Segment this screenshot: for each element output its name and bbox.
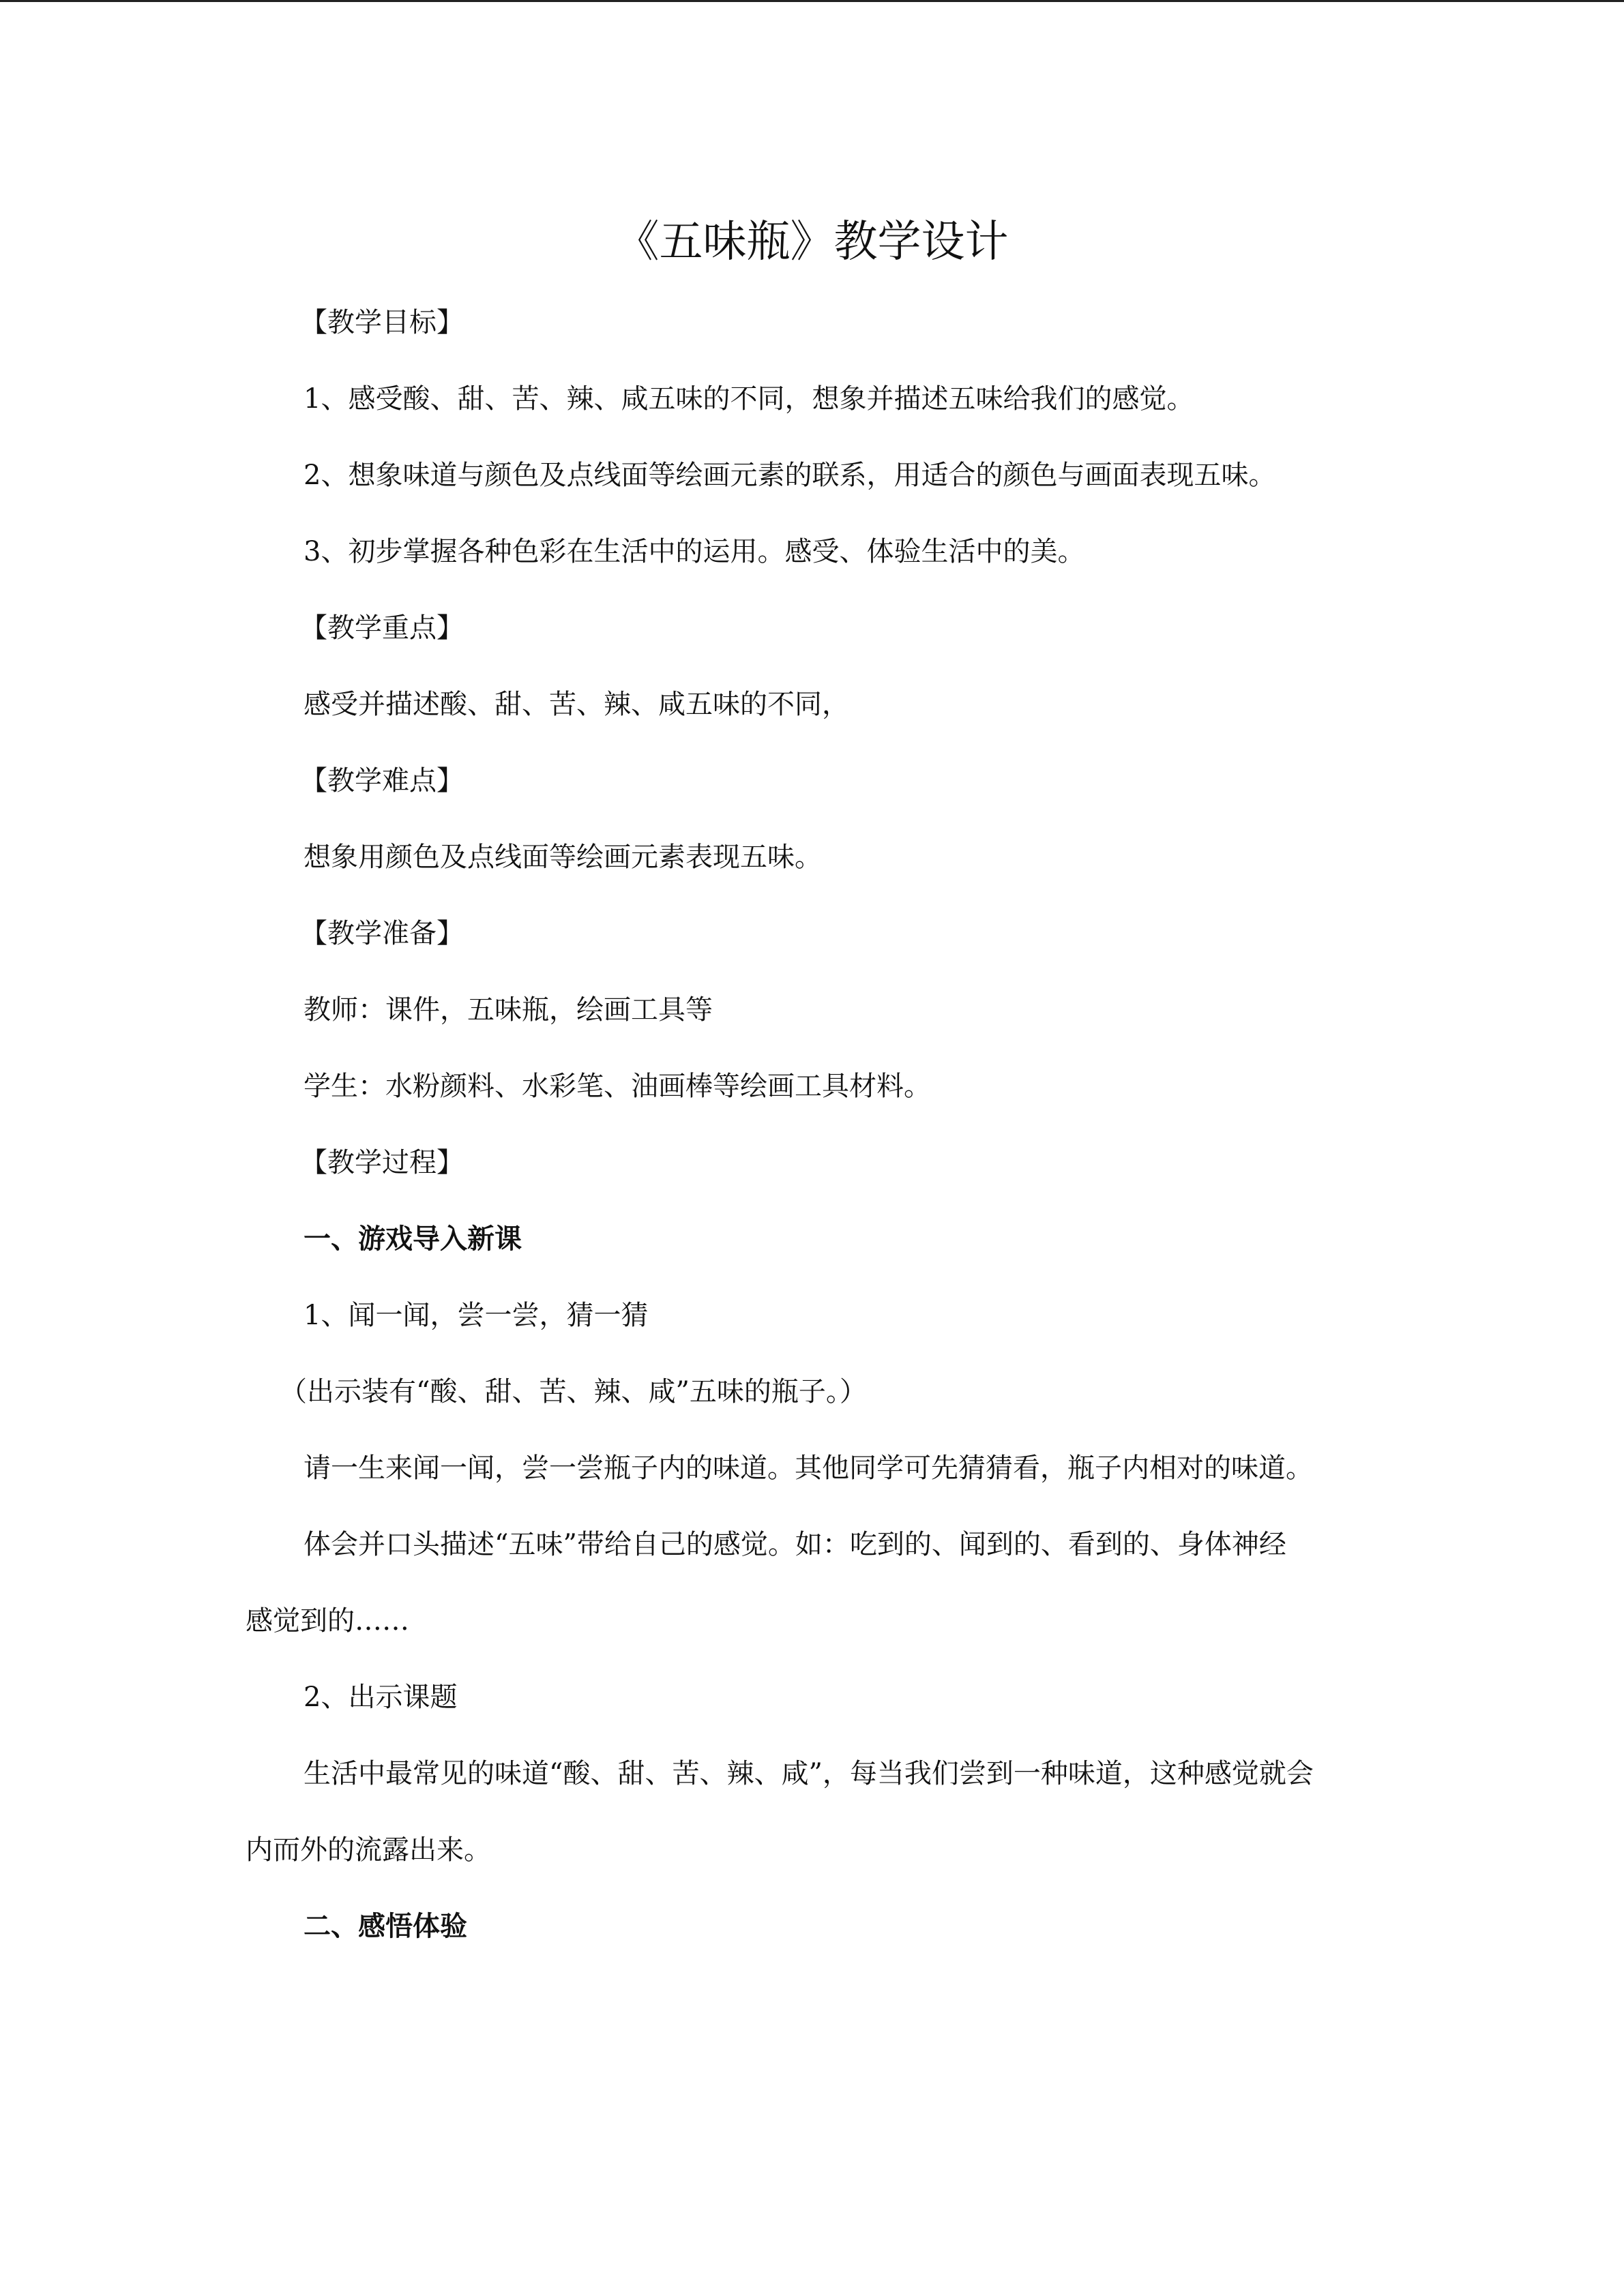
- top-border-line: [0, 0, 1624, 2]
- part1-step1: 1、闻一闻，尝一尝，猜一猜: [304, 1300, 649, 1331]
- part1-step2: 2、出示课题: [304, 1682, 458, 1713]
- part1-step1-paragraph1: 请一生来闻一闻，尝一尝瓶子内的味道。其他同学可先猜猜看，瓶子内相对的味道。: [304, 1452, 1313, 1484]
- difficulty-heading: 【教学难点】: [300, 765, 464, 796]
- part1-step2-paragraph-line2: 内而外的流露出来。: [246, 1834, 491, 1866]
- part1-step1-note: （出示装有“酸、甜、苦、辣、咸”五味的瓶子。）: [280, 1376, 867, 1407]
- part2-heading: 二、感悟体验: [304, 1911, 467, 1942]
- difficulty-text: 想象用颜色及点线面等绘画元素表现五味。: [304, 841, 822, 873]
- preparation-heading: 【教学准备】: [300, 918, 464, 949]
- part1-step1-paragraph2-line2: 感觉到的……: [246, 1605, 409, 1637]
- objectives-heading: 【教学目标】: [300, 307, 464, 338]
- objective-item-1: 1、感受酸、甜、苦、辣、咸五味的不同，想象并描述五味给我们的感觉。: [304, 383, 1194, 415]
- preparation-student: 学生：水粉颜料、水彩笔、油画棒等绘画工具材料。: [304, 1071, 931, 1102]
- document-title: 《五味瓶》教学设计: [615, 217, 1009, 267]
- key-points-text: 感受并描述酸、甜、苦、辣、咸五味的不同，: [304, 689, 849, 720]
- objective-item-3: 3、初步掌握各种色彩在生活中的运用。感受、体验生活中的美。: [304, 536, 1085, 567]
- part1-step2-paragraph-line1: 生活中最常见的味道“酸、甜、苦、辣、咸”，每当我们尝到一种味道，这种感觉就会: [304, 1758, 1314, 1789]
- key-points-heading: 【教学重点】: [300, 612, 464, 644]
- process-heading: 【教学过程】: [300, 1147, 464, 1178]
- part1-heading: 一、游戏导入新课: [304, 1223, 522, 1255]
- part1-step1-paragraph2-line1: 体会并口头描述“五味”带给自己的感觉。如：吃到的、闻到的、看到的、身体神经: [304, 1529, 1286, 1560]
- preparation-teacher: 教师：课件，五味瓶，绘画工具等: [304, 994, 713, 1026]
- objective-item-2: 2、想象味道与颜色及点线面等绘画元素的联系，用适合的颜色与画面表现五味。: [304, 460, 1276, 491]
